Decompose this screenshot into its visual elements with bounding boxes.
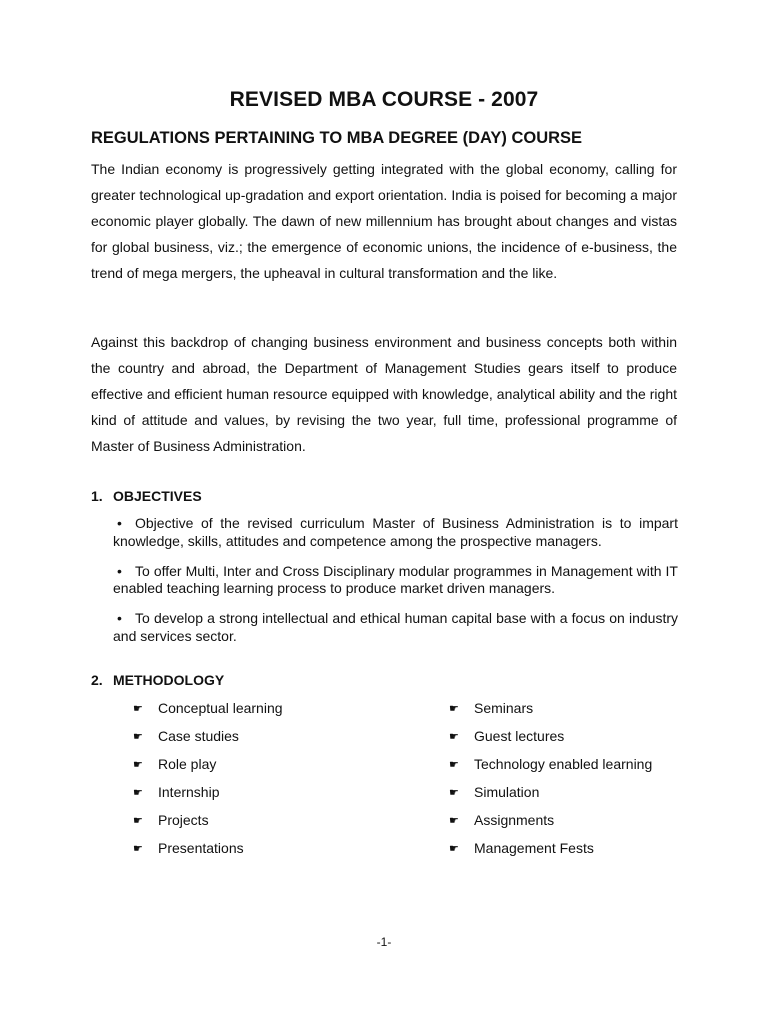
pointing-hand-icon: ☛ <box>449 787 459 799</box>
list-item: • Objective of the revised curriculum Master of Business Administration is to impart knowledge, skills, attitudes and competence among the prospective managers. <box>113 515 678 549</box>
list-item: ☛ Projects <box>133 810 283 838</box>
objectives-list <box>113 515 678 658</box>
pointing-hand-icon: ☛ <box>449 815 459 827</box>
pointing-hand-icon: ☛ <box>449 843 459 855</box>
list-item: ☛ Guest lectures <box>449 726 652 754</box>
list-item: ☛ Internship <box>133 782 283 810</box>
list-item: ☛ Case studies <box>133 726 283 754</box>
backdrop-paragraph: Against this backdrop of changing business environment and business concepts both within the country and abroad, the Department of Management Studies gears itself to produce effective and efficient human resource equipped with knowledge, analytical ability and the right kind of attitude and values, by revising the two year, full time, professional programme of Master of Business Administration. <box>91 334 677 454</box>
bullet-icon: • <box>117 562 122 579</box>
list-item: ☛ Seminars <box>449 698 652 726</box>
pointing-hand-icon: ☛ <box>449 759 459 771</box>
pointing-hand-icon: ☛ <box>133 703 143 715</box>
methodology-list-left <box>133 698 283 866</box>
list-item: ☛ Presentations <box>133 838 283 866</box>
document-subtitle: REGULATIONS PERTAINING TO MBA DEGREE (DAY) COURSE <box>91 129 583 147</box>
methodology-list-right <box>449 698 652 866</box>
bullet-icon: • <box>117 610 122 626</box>
list-item: ☛ Management Fests <box>449 838 652 866</box>
document-title: REVISED MBA COURSE - 2007 <box>229 88 539 111</box>
objectives-heading <box>91 488 202 504</box>
list-item: ☛ Assignments <box>449 810 652 838</box>
section-title: OBJECTIVES <box>113 488 202 504</box>
pointing-hand-icon: ☛ <box>133 731 143 743</box>
list-item: ☛ Conceptual learning <box>133 698 283 726</box>
pointing-hand-icon: ☛ <box>449 731 459 743</box>
list-item: • To develop a strong intellectual and ethical human capital base with a focus on industry and services sector. <box>113 610 678 644</box>
list-item: ☛ Role play <box>133 754 283 782</box>
pointing-hand-icon: ☛ <box>449 703 459 715</box>
list-item: • To offer Multi, Inter and Cross Disciplinary modular programmes in Management with IT enabled teaching learning process to produce market driven managers. <box>113 562 678 596</box>
section-number: 1. <box>91 488 103 504</box>
section-number: 2. <box>91 672 103 688</box>
pointing-hand-icon: ☛ <box>133 815 143 827</box>
pointing-hand-icon: ☛ <box>133 843 143 855</box>
intro-paragraph: The Indian economy is progressively getting integrated with the global economy, calling for greater technological up-gradation and export orientation. India is poised for becoming a major economic player globally. The dawn of new millennium has brought about changes and vistas for global business, viz.; the emergence of economic unions, the incidence of e-business, the trend of mega mergers, the upheaval in cultural transformation and the like. <box>91 161 677 281</box>
list-item: ☛ Technology enabled learning <box>449 754 652 782</box>
pointing-hand-icon: ☛ <box>133 759 143 771</box>
list-item: ☛ Simulation <box>449 782 652 810</box>
page-number: -1- <box>376 935 392 949</box>
bullet-icon: • <box>117 515 122 531</box>
pointing-hand-icon: ☛ <box>133 787 143 799</box>
methodology-heading <box>91 672 224 688</box>
section-title: METHODOLOGY <box>113 672 225 688</box>
